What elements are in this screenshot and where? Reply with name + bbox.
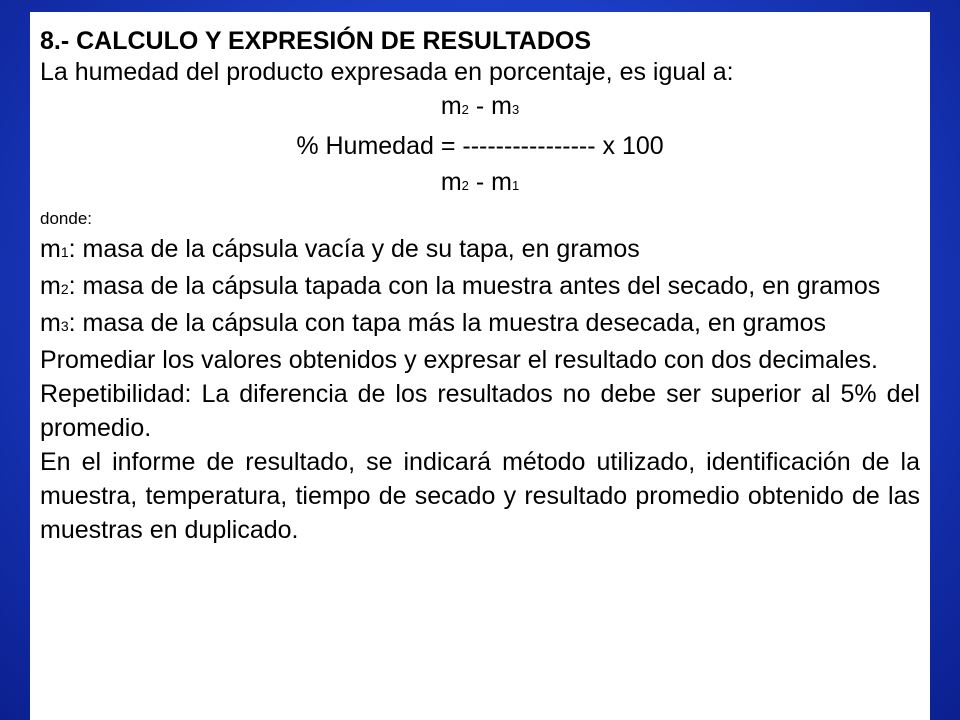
definition-m2 — [40, 269, 920, 306]
definition-symbol: m — [40, 309, 61, 337]
donde-label: donde: — [40, 209, 92, 228]
formula-numerator-m2: m — [440, 92, 462, 120]
humidity-formula — [40, 88, 920, 204]
formula-subscript: 2 — [461, 102, 469, 117]
intro-paragraph: La humedad del producto expresada en porcentaje, es igual a: — [40, 58, 734, 86]
definition-m1 — [40, 232, 920, 269]
definition-subscript: 3 — [60, 318, 69, 334]
paragraph-informe: En el informe de resultado, se indicará método utilizado, identificación de la muestra, temperatura, tiempo de secado y resultado promedio obtenido de las muestras en duplicado. — [40, 448, 920, 544]
slide-content-panel — [30, 12, 930, 720]
formula-subscript: 2 — [461, 178, 469, 193]
formula-numerator-m3: - m — [468, 92, 512, 120]
definition-text: : masa de la cápsula tapada con la muestra antes del secado, en gramos — [68, 272, 881, 300]
formula-denominator-m2: m — [440, 168, 462, 196]
formula-denominator — [40, 164, 920, 204]
definition-symbol: m — [40, 272, 61, 300]
formula-numerator — [40, 88, 920, 128]
definition-subscript: 1 — [60, 244, 69, 260]
formula-subscript: 1 — [511, 178, 520, 193]
formula-denominator-m1: - m — [468, 168, 512, 196]
paragraph-repetibilidad: Repetibilidad: La diferencia de los resultados no debe ser superior al 5% del promedio. — [40, 380, 920, 442]
section-title: 8.- CALCULO Y EXPRESIÓN DE RESULTADOS — [40, 27, 592, 55]
paragraph-promediar: Promediar los valores obtenidos y expresar el resultado con dos decimales. — [40, 346, 878, 374]
definition-text: : masa de la cápsula con tapa más la muestra desecada, en gramos — [68, 309, 826, 337]
definition-m3 — [40, 306, 920, 343]
definition-subscript: 2 — [60, 281, 69, 297]
definition-text: : masa de la cápsula vacía y de su tapa, en gramos — [68, 235, 640, 263]
definition-symbol: m — [40, 235, 61, 263]
formula-main-line: % Humedad = ---------------- x 100 — [296, 132, 664, 160]
formula-subscript: 3 — [511, 102, 520, 117]
